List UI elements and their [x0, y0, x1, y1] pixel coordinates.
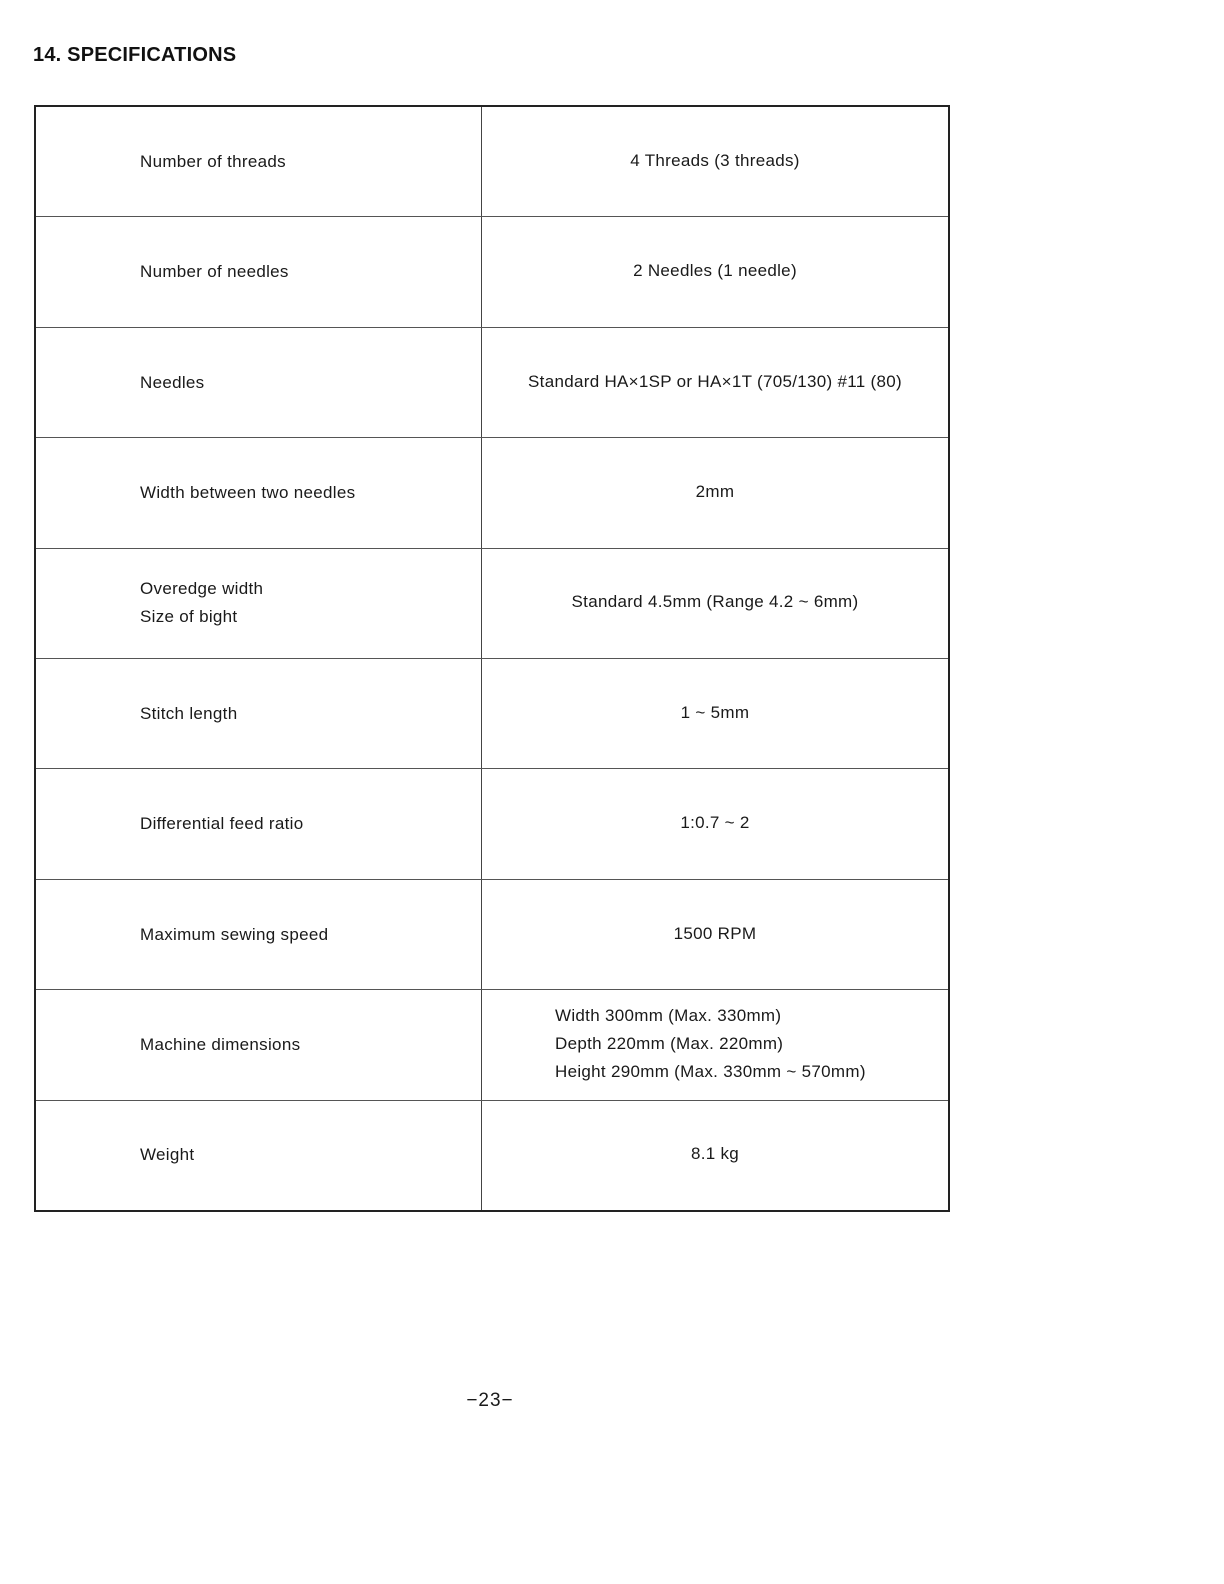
spec-value [482, 769, 948, 878]
spec-value [482, 1101, 948, 1210]
spec-row-maximum-sewing-speed [36, 880, 948, 990]
spec-row-overedge-width [36, 549, 948, 659]
spec-label-text: Number of threads [140, 151, 286, 171]
spec-value-text: 1500 RPM [673, 923, 757, 943]
spec-label-text: Differential feed ratio [140, 814, 304, 834]
spec-label [36, 217, 482, 326]
spec-value-text: Height 290mm (Max. 330mm ~ 570mm) [555, 1061, 866, 1081]
specifications-table [34, 105, 950, 1212]
spec-value [482, 880, 948, 989]
spec-label [36, 1101, 482, 1210]
spec-value-text: 1:0.7 ~ 2 [680, 813, 750, 833]
spec-value-text: 2 Needles (1 needle) [633, 261, 797, 281]
spec-value-text: 1 ~ 5mm [680, 702, 750, 722]
spec-row-width-between-needles [36, 438, 948, 548]
spec-label-text: Maximum sewing speed [140, 924, 329, 944]
spec-label-text: Size of bight [140, 607, 238, 627]
spec-label-text: Width between two needles [140, 482, 356, 502]
spec-label-text: Number of needles [140, 262, 289, 282]
spec-label [36, 990, 482, 1099]
page-number: −23− [466, 1390, 514, 1411]
spec-label [36, 549, 482, 658]
spec-value-text: Standard HA×1SP or HA×1T (705/130) #11 (80) [528, 371, 902, 391]
spec-value-text: 2mm [695, 481, 735, 501]
spec-label-text: Weight [140, 1145, 195, 1165]
spec-row-differential-feed-ratio [36, 769, 948, 879]
spec-value [482, 990, 948, 1099]
spec-value [482, 549, 948, 658]
spec-label [36, 438, 482, 547]
spec-label [36, 107, 482, 216]
spec-label-text: Overedge width [140, 579, 264, 599]
spec-row-number-of-needles [36, 217, 948, 327]
spec-value [482, 659, 948, 768]
spec-label [36, 659, 482, 768]
spec-row-needles [36, 328, 948, 438]
spec-label-text: Needles [140, 372, 205, 392]
spec-value-text: 4 Threads (3 threads) [630, 150, 800, 170]
spec-value [482, 328, 948, 437]
page-title: 14. SPECIFICATIONS [33, 44, 237, 66]
spec-value-text: Standard 4.5mm (Range 4.2 ~ 6mm) [571, 592, 859, 612]
spec-value [482, 438, 948, 547]
spec-row-weight [36, 1101, 948, 1210]
spec-value [482, 217, 948, 326]
spec-value-text: 8.1 kg [690, 1144, 740, 1164]
spec-value-text: Depth 220mm (Max. 220mm) [555, 1033, 784, 1053]
spec-label [36, 769, 482, 878]
spec-row-number-of-threads [36, 107, 948, 217]
spec-label [36, 880, 482, 989]
spec-value-text: Width 300mm (Max. 330mm) [555, 1005, 782, 1025]
spec-row-stitch-length [36, 659, 948, 769]
spec-row-machine-dimensions [36, 990, 948, 1100]
spec-value [482, 107, 948, 216]
spec-label-text: Machine dimensions [140, 1034, 301, 1054]
spec-label-text: Stitch length [140, 703, 238, 723]
spec-label [36, 328, 482, 437]
